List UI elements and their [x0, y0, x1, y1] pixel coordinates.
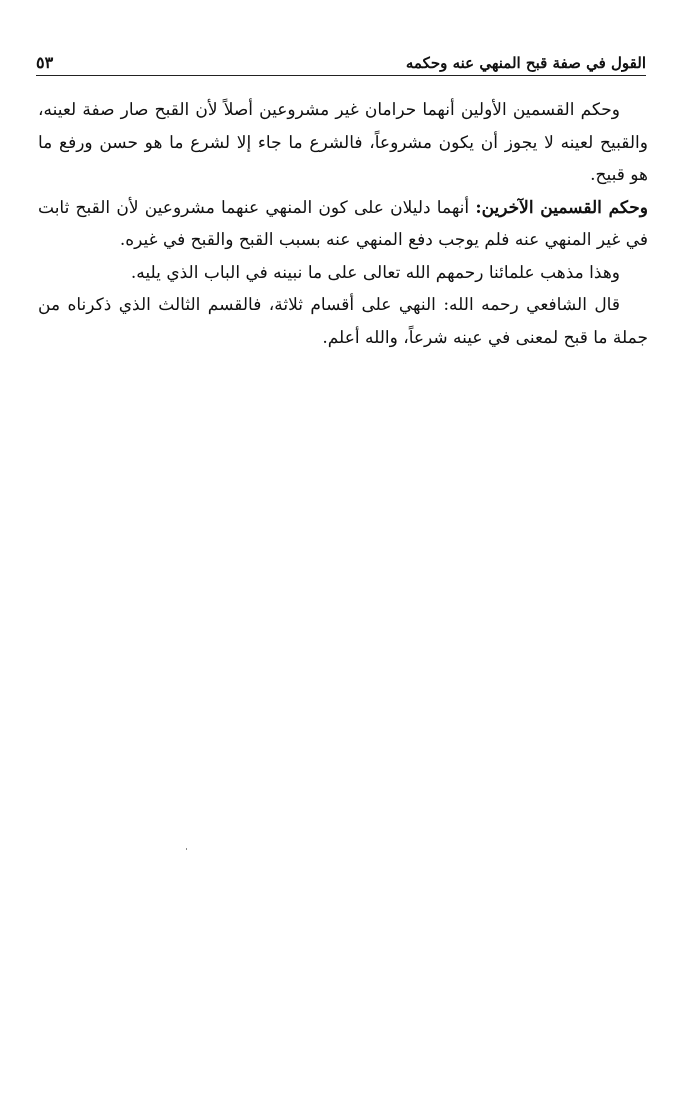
- running-title: القول في صفة قبح المنهي عنه وحكمه: [405, 54, 646, 72]
- paragraph-text: قال الشافعي رحمه الله: النهي على أقسام ثلاثة، فالقسم الثالث الذي ذكرناه من جملة ما قبح لمعنى في عينه شرعاً، والله أعلم.: [38, 295, 648, 348]
- paragraph-text: وهذا مذهب علمائنا رحمهم الله تعالى على ما نبينه في الباب الذي يليه.: [130, 262, 620, 283]
- header-rule: [36, 75, 646, 76]
- paragraph: [38, 94, 648, 192]
- body-text: [38, 94, 648, 354]
- paragraph: [38, 289, 648, 354]
- paragraph: [38, 192, 648, 257]
- paragraph-lead: وحكم القسمين الآخرين:: [475, 197, 648, 218]
- page-header: [36, 40, 646, 74]
- paragraph: [38, 257, 648, 290]
- page-number: ٥٣: [36, 53, 54, 72]
- paragraph-text: وحكم القسمين الأولين أنهما حرامان غير مشروعين أصلاً لأن القبح صار صفة لعينه، والقبيح لعينه لا يجوز أن يكون مشروعاً، فالشرع ما جاء إلا لشرع ما هو حسن ورفع ما هو قبيح.: [38, 100, 648, 185]
- scan-speck: [186, 848, 187, 850]
- paragraph-text: أنهما دليلان على كون المنهي عنهما مشروعين لأن القبح ثابت في غير المنهي عنه فلم يوجب دفع المنهي عنه بسبب القبح والقبح في غيره.: [38, 197, 648, 250]
